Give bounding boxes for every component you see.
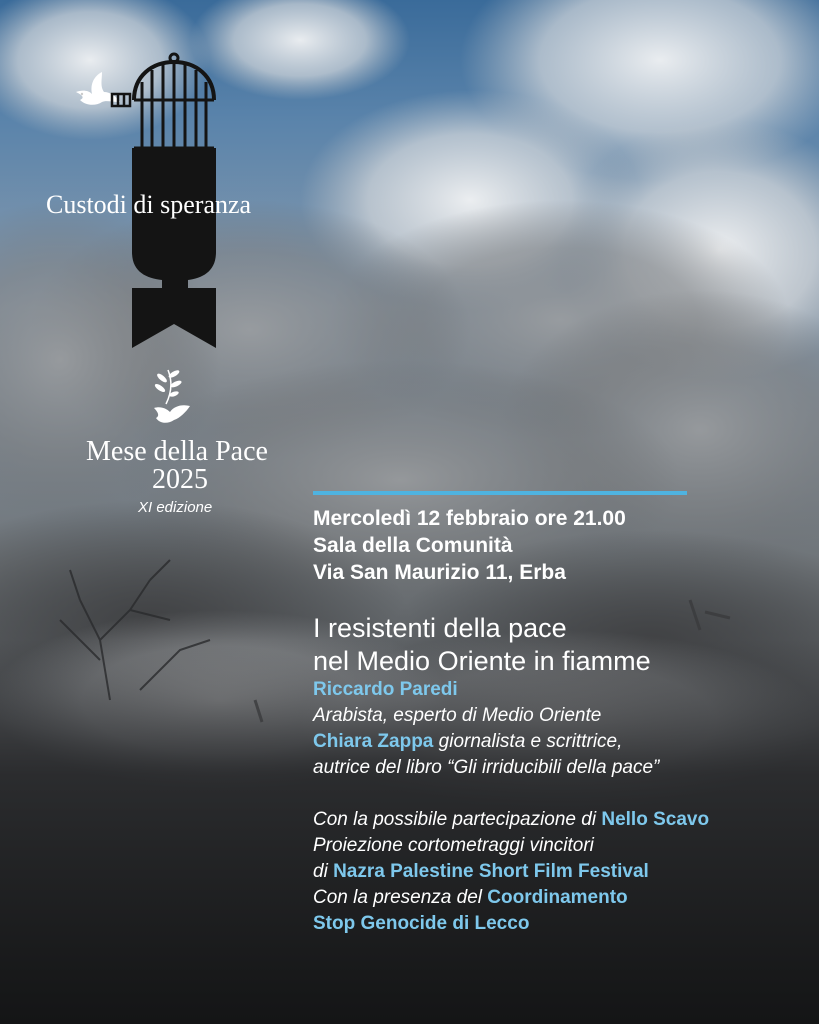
event-venue: Sala della Comunità [313, 534, 513, 557]
extra-line-4-prefix: Con la presenza del [313, 887, 488, 908]
speaker-2-role-line-2: autrice del libro “Gli irriducibili della pace” [313, 757, 660, 778]
event-year: 2025 [152, 464, 208, 495]
title-line-1: I resistenti della pace [313, 613, 567, 643]
accent-divider [313, 491, 687, 495]
organizer-name-line-2: Stop Genocide di Lecco [313, 913, 530, 934]
speakers [313, 677, 659, 781]
title-line-2: nel Medio Oriente in fiamme [313, 646, 651, 676]
organizer-name: Coordinamento [487, 887, 628, 908]
extra-info [313, 807, 709, 937]
event-title [313, 612, 651, 678]
olive-branch-dove-icon [150, 366, 196, 430]
speaker-2-role: giornalista e scrittrice, [433, 731, 623, 752]
event-series-title: Mese della Pace [86, 436, 268, 467]
event-date-time: Mercoledì 12 febbraio ore 21.00 [313, 507, 626, 530]
speaker-1-name: Riccardo Paredi [313, 679, 458, 700]
event-address: Via San Maurizio 11, Erba [313, 561, 566, 584]
event-info [313, 505, 626, 586]
extra-line-1-prefix: Con la possibile partecipazione di [313, 809, 602, 830]
tagline: Custodi di speranza [46, 190, 252, 219]
speaker-1-role: Arabista, esperto di Medio Oriente [313, 705, 602, 726]
edition-label: XI edizione [138, 499, 213, 516]
festival-name: Nazra Palestine Short Film Festival [333, 861, 649, 882]
speaker-2-name: Chiara Zappa [313, 731, 434, 752]
extra-line-3-prefix: di [313, 861, 334, 882]
extra-line-2: Proiezione cortometraggi vincitori [313, 835, 594, 856]
guest-name: Nello Scavo [601, 809, 710, 830]
